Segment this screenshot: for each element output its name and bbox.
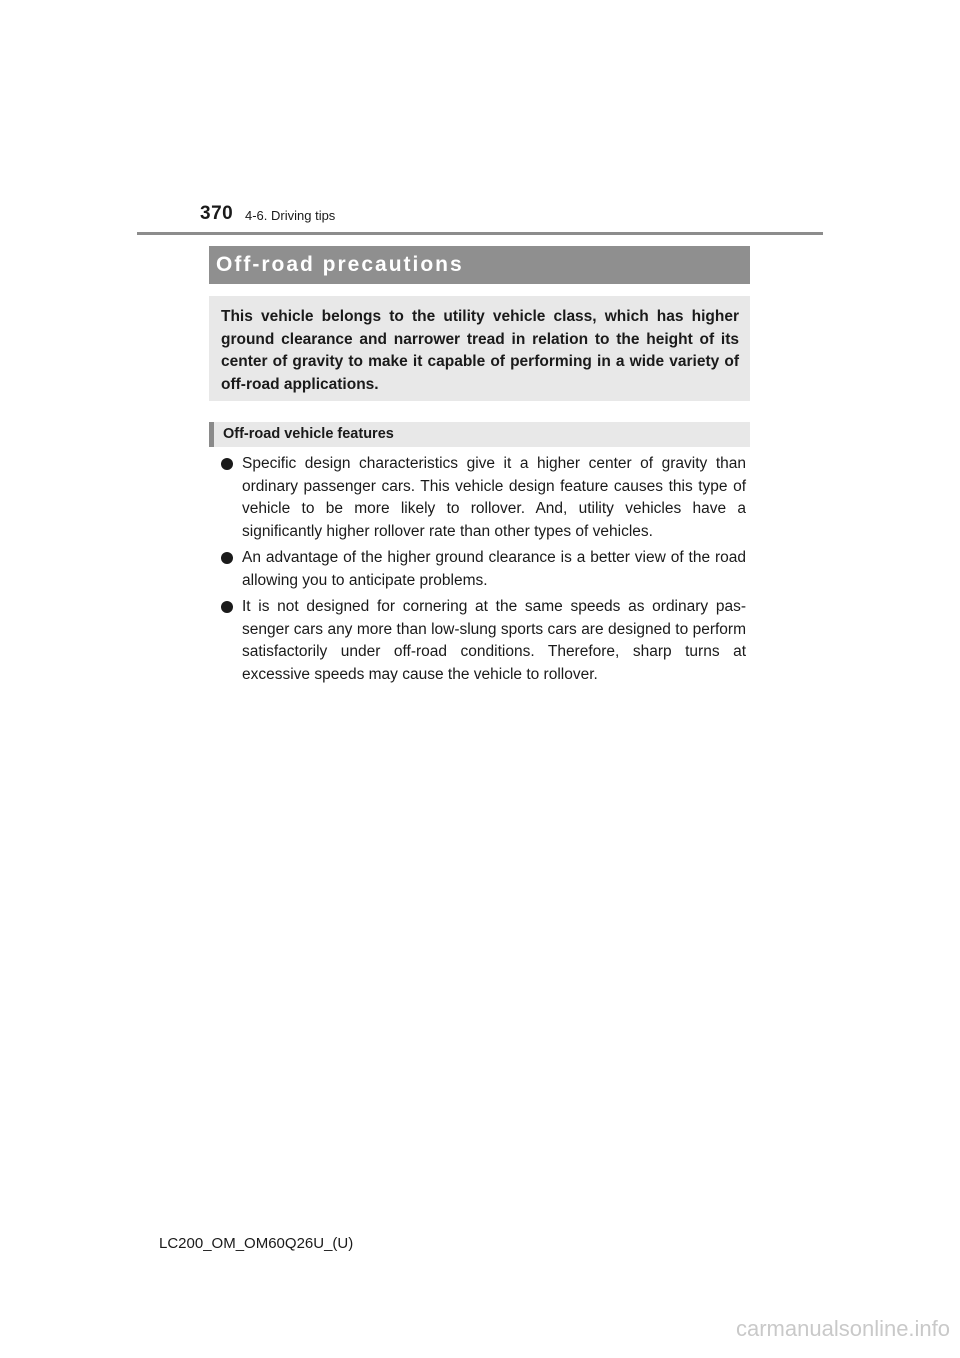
list-item	[216, 547, 746, 592]
bullet-icon	[221, 601, 233, 613]
document-code: LC200_OM_OM60Q26U_(U)	[159, 1235, 354, 1252]
intro-box	[209, 296, 750, 401]
intro-text: This vehicle belongs to the utility vehicle class, which has higher ground clearance and narrower tread in relation to the height of its center of gravity to make it capable of performing in a wide variety of off-road applications.	[221, 308, 739, 393]
feature-list	[216, 453, 746, 690]
list-item-text: An advantage of the higher ground clearance is a better view of the road allowing you to anticipate problems.	[242, 549, 746, 589]
header-rule	[137, 232, 823, 235]
list-item-text: Specific design characteristics give it a higher center of gravity than ordinary passenger cars. This vehicle design feature causes this type of vehicle to be more likely to rollover. And, utility vehicles have a significantly higher rollover rate than other types of vehicles.	[242, 455, 746, 540]
bullet-icon	[221, 458, 233, 470]
subheading: Off-road vehicle features	[223, 426, 394, 442]
bullet-icon	[221, 552, 233, 564]
list-item	[216, 596, 746, 686]
page-number: 370	[200, 203, 234, 224]
section-title: Off-road precautions	[216, 253, 464, 276]
subheading-bar	[209, 422, 750, 447]
list-item-text: It is not designed for cornering at the same speeds as ordinary pas-senger cars any more than low-slung sports cars are designed to perform satisfactorily under off-road conditions. Therefore, sharp turns at excessive speeds may cause the vehicle to rollover.	[242, 598, 746, 683]
list-item	[216, 453, 746, 543]
watermark: carmanualsonline.info	[736, 1316, 951, 1341]
section-title-bar	[209, 246, 750, 284]
running-head: 4-6. Driving tips	[245, 208, 336, 223]
